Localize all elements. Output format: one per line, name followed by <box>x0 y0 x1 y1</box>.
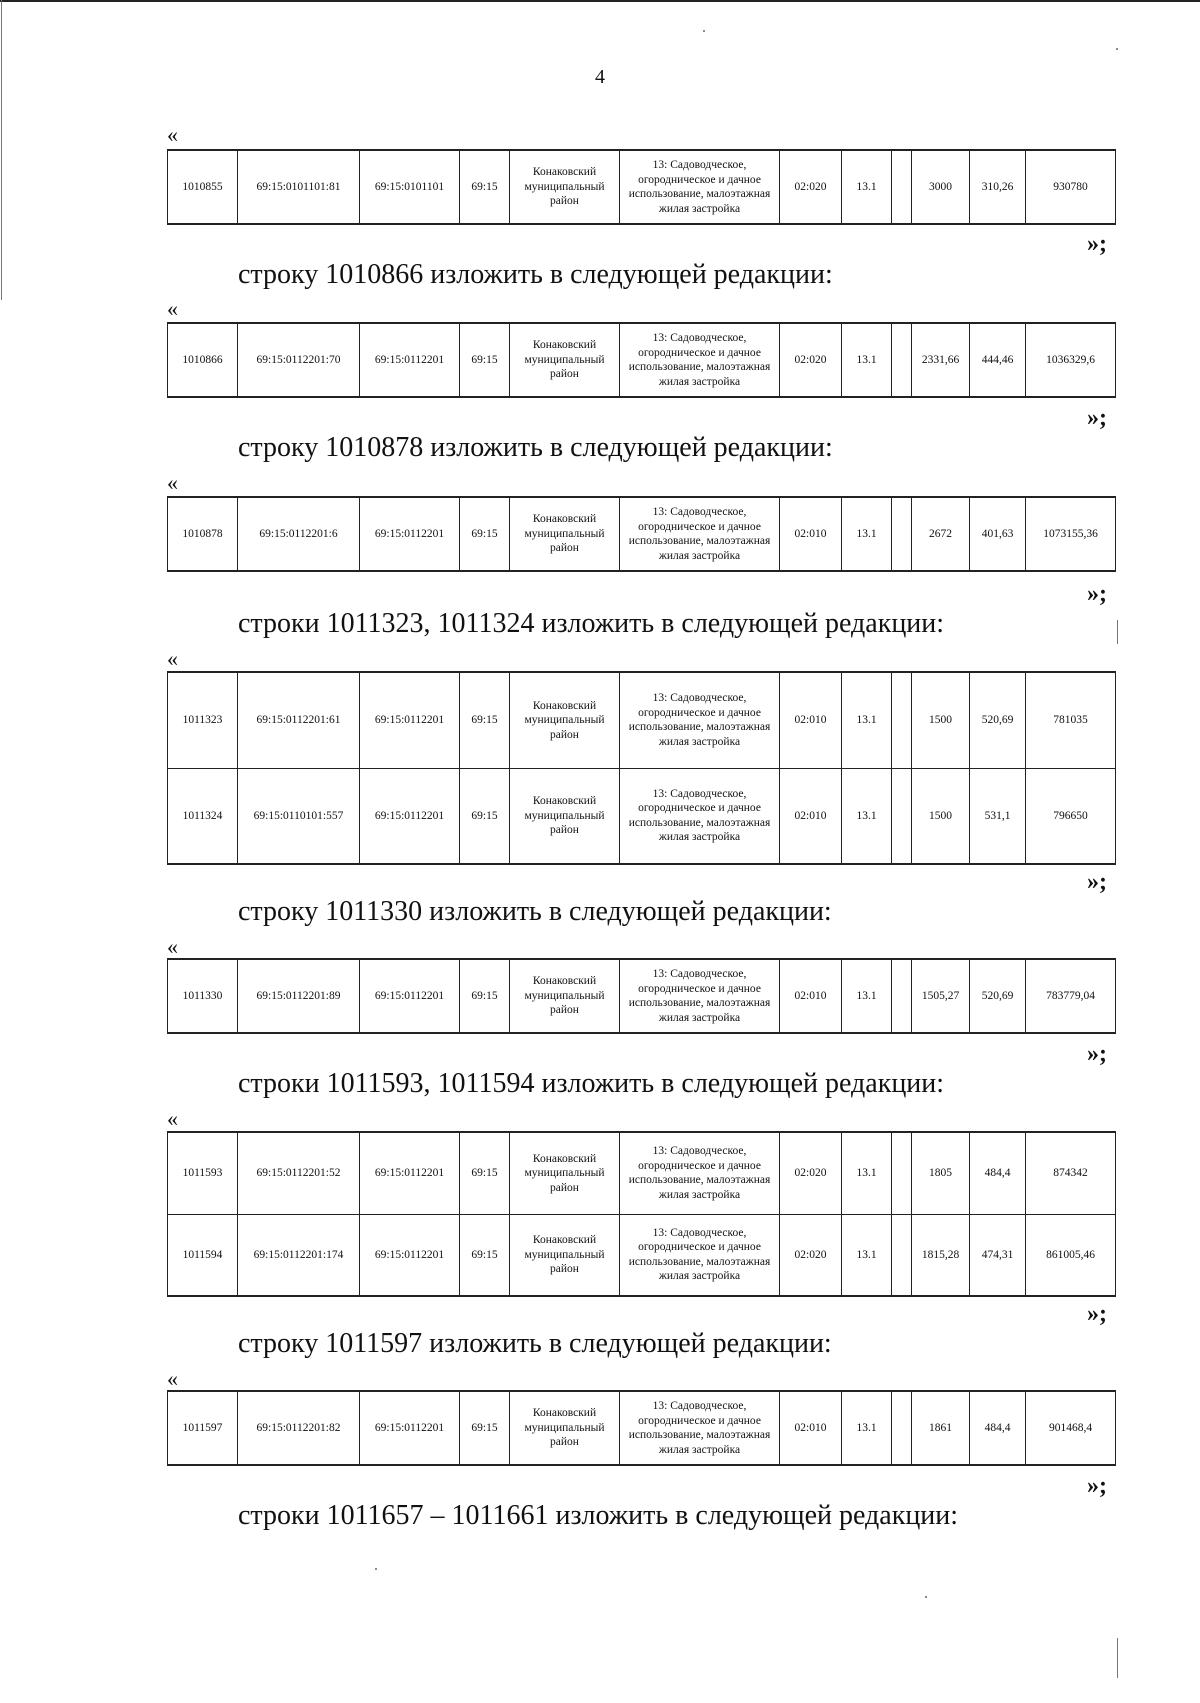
open-quote: « <box>167 470 178 495</box>
section-heading: строки 1011323, 1011324 изложить в следующей редакции: <box>238 608 945 639</box>
cell-empty <box>892 1214 912 1296</box>
cell-area: 1505,27 <box>912 959 970 1033</box>
cell-district: Конаковский муниципальный район <box>510 1214 620 1296</box>
cell-district-code: 69:15 <box>460 1132 510 1214</box>
cell-district-code: 69:15 <box>460 323 510 397</box>
cell-usage: 13: Садоводческое, огородническое и дачное использование, малоэтажная жилая застройка <box>620 1214 780 1296</box>
cell-area: 1500 <box>912 768 970 864</box>
cell-cadastral-number: 69:15:0112201:52 <box>238 1132 360 1214</box>
record-table <box>167 496 1116 572</box>
cell-district-code: 69:15 <box>460 150 510 224</box>
scan-speck <box>1116 48 1118 50</box>
cell-specific-value: 310,26 <box>970 150 1026 224</box>
section-heading: строки 1011657 – 1011661 изложить в следующей редакции: <box>238 1500 959 1531</box>
cell-code: 02:020 <box>780 1214 842 1296</box>
cell-area: 3000 <box>912 150 970 224</box>
cell-district: Конаковский муниципальный район <box>510 959 620 1033</box>
cell-district: Конаковский муниципальный район <box>510 672 620 768</box>
scan-edge-mark <box>1 0 2 300</box>
close-quote: »; <box>1087 231 1107 257</box>
cell-cadastral-number: 69:15:0112201:82 <box>238 1391 360 1465</box>
cell-empty <box>892 323 912 397</box>
page-top-border <box>0 0 1200 2</box>
cell-usage: 13: Садоводческое, огородническое и дачное использование, малоэтажная жилая застройка <box>620 1132 780 1214</box>
table-row <box>168 1214 1116 1296</box>
cell-cadastral-number: 69:15:0112201:70 <box>238 323 360 397</box>
cell-group: 13.1 <box>842 1132 892 1214</box>
cell-group: 13.1 <box>842 1214 892 1296</box>
cell-cadastral-value: 874342 <box>1026 1132 1116 1214</box>
cell-group: 13.1 <box>842 150 892 224</box>
cell-empty <box>892 497 912 571</box>
record-table <box>167 1131 1116 1297</box>
section-heading: строку 1011597 изложить в следующей редакции: <box>238 1328 832 1359</box>
cell-usage: 13: Садоводческое, огородническое и дачное использование, малоэтажная жилая застройка <box>620 497 780 571</box>
cell-specific-value: 520,69 <box>970 959 1026 1033</box>
cell-usage: 13: Садоводческое, огородническое и дачное использование, малоэтажная жилая застройка <box>620 959 780 1033</box>
cell-cadastral-value: 781035 <box>1026 672 1116 768</box>
section-heading: строку 1011330 изложить в следующей редакции: <box>238 896 832 927</box>
cell-id: 1010866 <box>168 323 238 397</box>
open-quote: « <box>167 296 178 321</box>
cell-cadastral-quarter: 69:15:0112201 <box>360 1132 460 1214</box>
table-row <box>168 323 1116 397</box>
cell-group: 13.1 <box>842 497 892 571</box>
cell-cadastral-value: 901468,4 <box>1026 1391 1116 1465</box>
cell-usage: 13: Садоводческое, огородническое и дачное использование, малоэтажная жилая застройка <box>620 323 780 397</box>
cell-area: 1500 <box>912 672 970 768</box>
cell-cadastral-number: 69:15:0110101:557 <box>238 768 360 864</box>
cell-cadastral-quarter: 69:15:0112201 <box>360 768 460 864</box>
cell-specific-value: 444,46 <box>970 323 1026 397</box>
cell-cadastral-quarter: 69:15:0101101 <box>360 150 460 224</box>
close-quote: »; <box>1087 1041 1107 1067</box>
cell-cadastral-number: 69:15:0112201:61 <box>238 672 360 768</box>
cell-district-code: 69:15 <box>460 1214 510 1296</box>
close-quote: »; <box>1087 581 1107 607</box>
cell-group: 13.1 <box>842 768 892 864</box>
cell-id: 1011323 <box>168 672 238 768</box>
section-heading: строку 1010866 изложить в следующей редакции: <box>238 259 833 290</box>
table-row <box>168 150 1116 224</box>
cell-specific-value: 474,31 <box>970 1214 1026 1296</box>
cell-district: Конаковский муниципальный район <box>510 768 620 864</box>
scan-speck <box>375 1568 377 1570</box>
cell-id: 1011330 <box>168 959 238 1033</box>
cell-district: Конаковский муниципальный район <box>510 323 620 397</box>
close-quote: »; <box>1087 405 1107 431</box>
cell-cadastral-value: 1036329,6 <box>1026 323 1116 397</box>
cell-code: 02:010 <box>780 497 842 571</box>
close-quote: »; <box>1087 1473 1107 1499</box>
open-quote: « <box>167 1366 178 1391</box>
section-heading: строки 1011593, 1011594 изложить в следующей редакции: <box>238 1068 945 1099</box>
cell-code: 02:010 <box>780 959 842 1033</box>
cell-area: 1861 <box>912 1391 970 1465</box>
cell-cadastral-quarter: 69:15:0112201 <box>360 1391 460 1465</box>
cell-specific-value: 520,69 <box>970 672 1026 768</box>
cell-id: 1011597 <box>168 1391 238 1465</box>
cell-id: 1011593 <box>168 1132 238 1214</box>
cell-empty <box>892 768 912 864</box>
cell-empty <box>892 1391 912 1465</box>
table-row <box>168 497 1116 571</box>
cell-code: 02:020 <box>780 323 842 397</box>
table-row <box>168 1391 1116 1465</box>
table-row <box>168 768 1116 864</box>
cell-specific-value: 531,1 <box>970 768 1026 864</box>
cell-cadastral-quarter: 69:15:0112201 <box>360 497 460 571</box>
cell-empty <box>892 672 912 768</box>
cell-cadastral-value: 930780 <box>1026 150 1116 224</box>
table-row <box>168 959 1116 1033</box>
scan-edge-mark <box>1117 1638 1118 1678</box>
close-quote: »; <box>1087 1301 1107 1327</box>
scan-edge-mark <box>1117 620 1118 644</box>
cell-code: 02:010 <box>780 768 842 864</box>
cell-empty <box>892 150 912 224</box>
cell-area: 2331,66 <box>912 323 970 397</box>
close-quote: »; <box>1087 869 1107 895</box>
cell-cadastral-quarter: 69:15:0112201 <box>360 672 460 768</box>
cell-cadastral-number: 69:15:0101101:81 <box>238 150 360 224</box>
cell-code: 02:010 <box>780 1391 842 1465</box>
cell-id: 1011324 <box>168 768 238 864</box>
cell-cadastral-number: 69:15:0112201:6 <box>238 497 360 571</box>
cell-usage: 13: Садоводческое, огородническое и дачное использование, малоэтажная жилая застройка <box>620 150 780 224</box>
cell-district: Конаковский муниципальный район <box>510 1132 620 1214</box>
record-table <box>167 149 1116 225</box>
record-table <box>167 1390 1116 1466</box>
cell-cadastral-quarter: 69:15:0112201 <box>360 1214 460 1296</box>
cell-district: Конаковский муниципальный район <box>510 1391 620 1465</box>
record-table <box>167 322 1116 398</box>
cell-code: 02:010 <box>780 672 842 768</box>
cell-area: 1815,28 <box>912 1214 970 1296</box>
cell-group: 13.1 <box>842 323 892 397</box>
cell-area: 2672 <box>912 497 970 571</box>
cell-group: 13.1 <box>842 672 892 768</box>
cell-empty <box>892 959 912 1033</box>
record-table <box>167 958 1116 1034</box>
scan-speck <box>925 1596 927 1598</box>
record-table <box>167 671 1116 865</box>
cell-cadastral-number: 69:15:0112201:89 <box>238 959 360 1033</box>
cell-specific-value: 401,63 <box>970 497 1026 571</box>
cell-district: Конаковский муниципальный район <box>510 150 620 224</box>
cell-usage: 13: Садоводческое, огородническое и дачное использование, малоэтажная жилая застройка <box>620 768 780 864</box>
cell-cadastral-value: 783779,04 <box>1026 959 1116 1033</box>
page-number: 4 <box>595 66 605 88</box>
cell-id: 1010878 <box>168 497 238 571</box>
cell-district-code: 69:15 <box>460 959 510 1033</box>
cell-usage: 13: Садоводческое, огородническое и дачное использование, малоэтажная жилая застройка <box>620 672 780 768</box>
cell-code: 02:020 <box>780 1132 842 1214</box>
cell-cadastral-number: 69:15:0112201:174 <box>238 1214 360 1296</box>
cell-code: 02:020 <box>780 150 842 224</box>
open-quote: « <box>167 646 178 671</box>
cell-cadastral-value: 1073155,36 <box>1026 497 1116 571</box>
cell-cadastral-value: 796650 <box>1026 768 1116 864</box>
cell-group: 13.1 <box>842 1391 892 1465</box>
cell-usage: 13: Садоводческое, огородническое и дачное использование, малоэтажная жилая застройка <box>620 1391 780 1465</box>
cell-specific-value: 484,4 <box>970 1391 1026 1465</box>
cell-district-code: 69:15 <box>460 497 510 571</box>
open-quote: « <box>167 122 178 147</box>
cell-id: 1011594 <box>168 1214 238 1296</box>
cell-district-code: 69:15 <box>460 1391 510 1465</box>
cell-cadastral-value: 861005,46 <box>1026 1214 1116 1296</box>
cell-cadastral-quarter: 69:15:0112201 <box>360 323 460 397</box>
open-quote: « <box>167 934 178 959</box>
open-quote: « <box>167 1106 178 1131</box>
table-row <box>168 1132 1116 1214</box>
cell-group: 13.1 <box>842 959 892 1033</box>
section-heading: строку 1010878 изложить в следующей редакции: <box>238 432 833 463</box>
table-row <box>168 672 1116 768</box>
cell-district: Конаковский муниципальный район <box>510 497 620 571</box>
cell-id: 1010855 <box>168 150 238 224</box>
cell-district-code: 69:15 <box>460 672 510 768</box>
scan-speck <box>703 30 705 32</box>
cell-cadastral-quarter: 69:15:0112201 <box>360 959 460 1033</box>
cell-specific-value: 484,4 <box>970 1132 1026 1214</box>
cell-district-code: 69:15 <box>460 768 510 864</box>
cell-area: 1805 <box>912 1132 970 1214</box>
cell-empty <box>892 1132 912 1214</box>
